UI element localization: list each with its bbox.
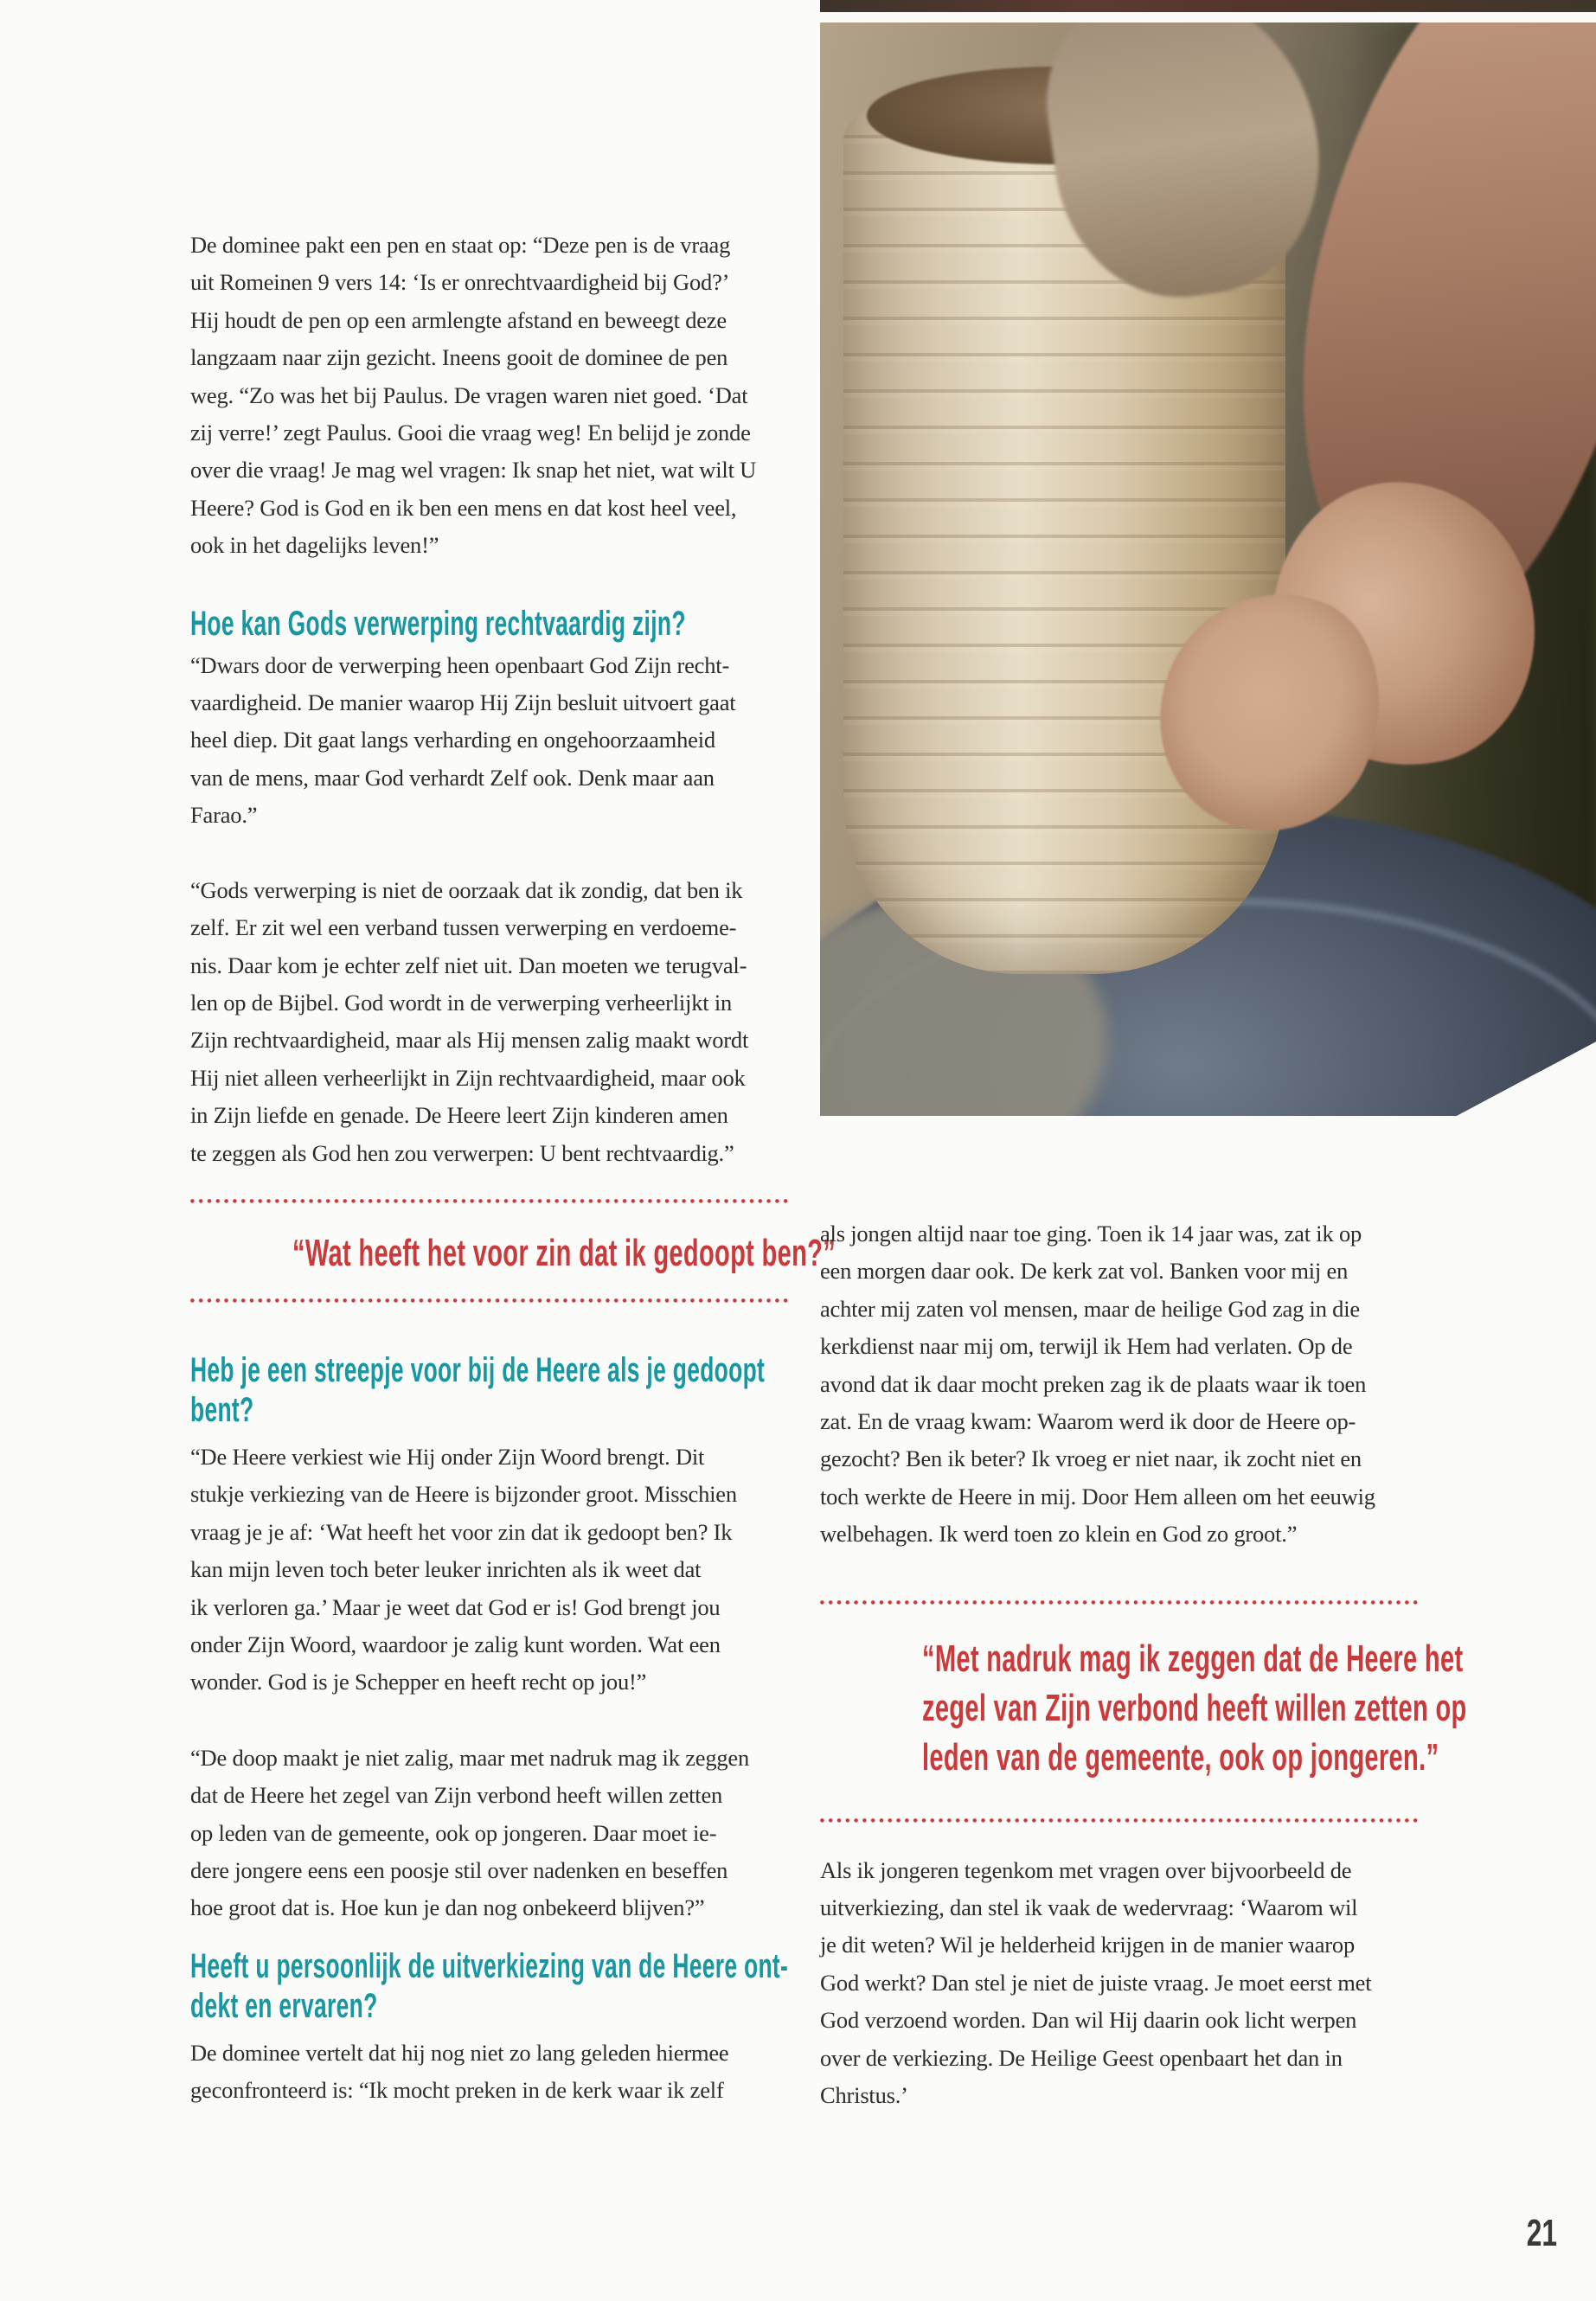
text-line: toch werkte de Heere in mij. Door Hem alleen om het eeuwig <box>820 1483 1375 1509</box>
text-line: “Met nadruk mag ik zeggen dat de Heere het <box>921 1637 1464 1680</box>
text-line: “Wat heeft het voor zin dat ik gedoopt ben?” <box>292 1231 836 1274</box>
text-line: wonder. God is je Schepper en heeft recht op jou!” <box>190 1669 647 1695</box>
page-number: 21 <box>1526 2212 1557 2254</box>
text-line: dekt en ervaren? <box>190 1986 378 2025</box>
text-line: “Dwars door de verwerping heen openbaart God Zijn recht- <box>190 651 730 678</box>
section-heading-verwerping <box>190 604 791 644</box>
text-line: ook in het dagelijks leven!” <box>190 532 439 559</box>
text-line: nis. Daar kom je echter zelf niet uit. Dan moeten we terugval- <box>190 952 747 978</box>
text-line: Zijn rechtvaardigheid, maar als Hij mensen zalig maakt wordt <box>190 1027 749 1054</box>
text-line: achter mij zaten vol mensen, maar de heilige God zag in die <box>820 1295 1360 1322</box>
text-line: als jongen altijd naar toe ging. Toen ik 14 jaar was, zat ik op <box>820 1221 1362 1247</box>
text-line: God werkt? Dan stel je niet de juiste vraag. Je moet eerst met <box>820 1969 1372 1996</box>
pottery-wheel-photo <box>820 22 1596 1116</box>
text-line: vaardigheid. De manier waarop Hij Zijn besluit uitvoert gaat <box>190 689 736 716</box>
text-line: heel diep. Dit gaat langs verharding en ongehoorzaamheid <box>190 727 715 753</box>
right-column <box>820 1215 1467 2115</box>
text-line: te zeggen als God hen zou verwerpen: U bent rechtvaardig.” <box>190 1139 734 1166</box>
text-line: zelf. Er zit wel een verband tussen verwerping en verdoeme- <box>190 914 737 941</box>
paragraph <box>820 1215 1420 1554</box>
paragraph <box>190 1439 791 1702</box>
text-line: dat de Heere het zegel van Zijn verbond heeft willen zetten <box>190 1782 723 1809</box>
dotted-divider <box>190 1199 791 1203</box>
text-line: onder Zijn Woord, waardoor je zalig kunt worden. Wat een <box>190 1631 721 1657</box>
text-line: “Gods verwerping is niet de oorzaak dat ik zondig, dat ben ik <box>190 876 743 903</box>
text-line: over die vraag! Je mag wel vragen: Ik snap het niet, wat wilt U <box>190 457 757 484</box>
text-line: Heeft u persoonlijk de uitverkiezing van de Heere ont- <box>190 1946 789 1985</box>
text-line: uitverkiezing, dan stel ik vaak de wedervraag: ‘Waarom wil <box>820 1894 1358 1921</box>
text-line: een morgen daar ook. De kerk zat vol. Banken voor mij en <box>820 1258 1349 1285</box>
text-line: De dominee pakt een pen en staat op: “Deze pen is de vraag <box>190 232 731 258</box>
photo-top-strip <box>820 0 1596 12</box>
text-line: langzaam naar zijn gezicht. Ineens gooit de dominee de pen <box>190 344 728 371</box>
paragraph <box>820 1852 1420 2115</box>
section-heading-uitverkiezing <box>190 1946 791 2026</box>
paragraph <box>190 2035 791 2110</box>
text-line: geconfronteerd is: “Ik mocht preken in de kerk waar ik zelf <box>190 2077 724 2104</box>
dotted-divider <box>820 1818 1420 1823</box>
text-line: bent? <box>190 1390 254 1429</box>
text-line: Hoe kan Gods verwerping rechtvaardig zijn? <box>190 604 686 643</box>
text-line: avond dat ik daar mocht preken zag ik de plaats waar ik toen <box>820 1370 1367 1397</box>
text-line: Hij houdt de pen op een armlengte afstand en beweegt deze <box>190 306 727 333</box>
text-line: welbehagen. Ik werd toen zo klein en God zo groot.” <box>820 1521 1298 1548</box>
text-line: Farao.” <box>190 802 258 829</box>
dotted-divider <box>820 1600 1420 1605</box>
text-line: God verzoend worden. Dan wil Hij daarin ook licht werpen <box>820 2007 1357 2034</box>
text-line: in Zijn liefde en genade. De Heere leert Zijn kinderen amen <box>190 1102 728 1129</box>
text-line: zegel van Zijn verbond heeft willen zetten op <box>921 1686 1467 1729</box>
text-line: Als ik jongeren tegenkom met vragen over bijvoorbeeld de <box>820 1856 1352 1883</box>
text-line: hoe groot dat is. Hoe kun je dan nog onbekeerd blijven?” <box>190 1894 705 1921</box>
text-line: Hij niet alleen verheerlijkt in Zijn rechtvaardigheid, maar ook <box>190 1064 746 1091</box>
text-line: weg. “Zo was het bij Paulus. De vragen waren niet goed. ‘Dat <box>190 381 748 408</box>
text-line: kan mijn leven toch beter leuker inrichten als ik weet dat <box>190 1556 702 1583</box>
text-line: De dominee vertelt dat hij nog niet zo lang geleden hiermee <box>190 2039 729 2066</box>
dotted-divider <box>190 1298 791 1303</box>
text-line: op leden van de gemeente, ook op jongeren. Daar moet ie- <box>190 1819 717 1846</box>
paragraph-intro <box>190 227 791 565</box>
text-line: Heere? God is God en ik ben een mens en dat kost heel veel, <box>190 494 737 521</box>
paragraph <box>190 647 791 835</box>
text-line: van de mens, maar God verhardt Zelf ook. Denk maar aan <box>190 764 715 791</box>
text-line: uit Romeinen 9 vers 14: ‘Is er onrechtvaardigheid bij God?’ <box>190 269 730 296</box>
text-line: ik verloren ga.’ Maar je weet dat God er is! God brengt jou <box>190 1593 721 1620</box>
pull-quote-left <box>190 1231 836 1276</box>
left-column <box>190 227 836 2110</box>
text-line: vraag je je af: ‘Wat heeft het voor zin dat ik gedoopt ben? Ik <box>190 1518 733 1545</box>
text-line: Heb je een streepje voor bij de Heere als je gedoopt <box>190 1350 766 1389</box>
text-line: “De doop maakt je niet zalig, maar met nadruk mag ik zeggen <box>190 1744 750 1771</box>
text-line: over de verkiezing. De Heilige Geest openbaart het dan in <box>820 2044 1343 2071</box>
text-line: zat. En de vraag kwam: Waarom werd ik door de Heere op- <box>820 1408 1356 1435</box>
paragraph <box>190 1740 791 1927</box>
text-line: leden van de gemeente, ook op jongeren.” <box>921 1735 1439 1779</box>
text-line: dere jongere eens een poosje stil over nadenken en beseffen <box>190 1857 728 1883</box>
text-line: Christus.’ <box>820 2082 908 2109</box>
paragraph <box>190 872 791 1172</box>
text-line: stukje verkiezing van de Heere is bijzonder groot. Misschien <box>190 1481 737 1508</box>
section-heading-streepje <box>190 1350 791 1430</box>
text-line: kerkdienst naar mij om, terwijl ik Hem had verlaten. Op de <box>820 1333 1353 1360</box>
text-line: gezocht? Ben ik beter? Ik vroeg er niet naar, ik zocht niet en <box>820 1445 1362 1472</box>
text-line: zij verre!’ zegt Paulus. Gooi die vraag weg! En belijd je zonde <box>190 420 751 446</box>
text-line: len op de Bijbel. God wordt in de verwerping verheerlijkt in <box>190 989 733 1016</box>
pull-quote-right <box>820 1634 1467 1782</box>
text-line: “De Heere verkiest wie Hij onder Zijn Woord brengt. Dit <box>190 1443 705 1470</box>
text-line: je dit weten? Wil je helderheid krijgen in de manier waarop <box>820 1932 1355 1958</box>
